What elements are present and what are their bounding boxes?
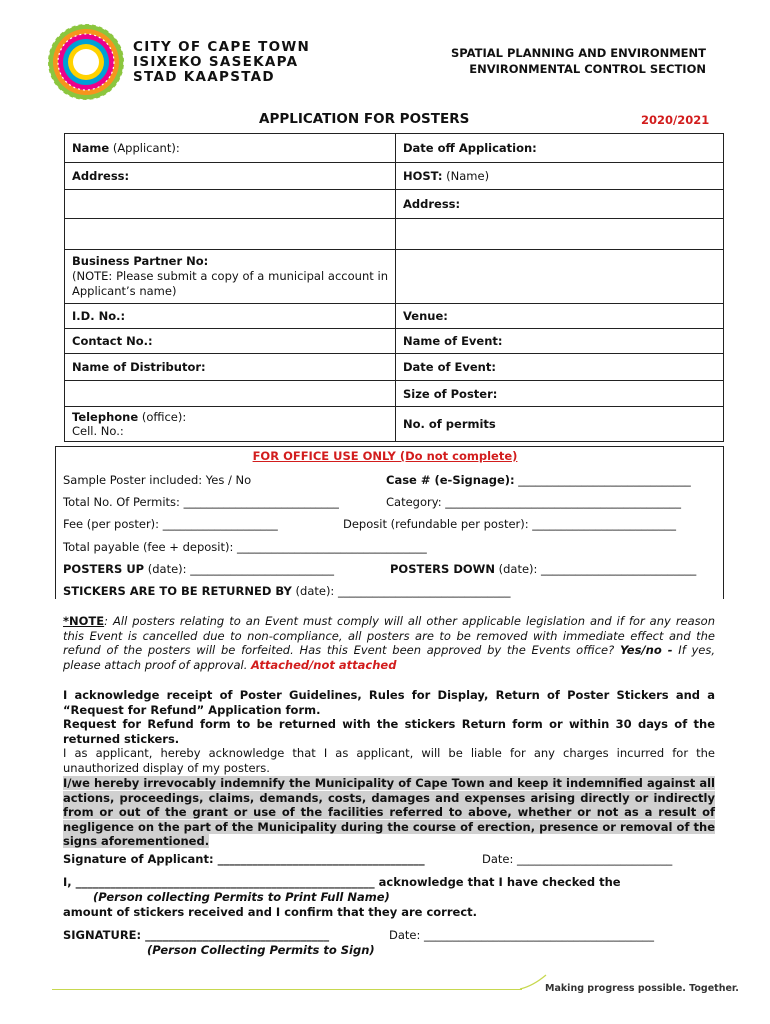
application-date-field[interactable]: Date off Application: — [396, 134, 724, 163]
liability-text: I as applicant, hereby acknowledge that I as applicant, will be liable for any charges incurred for the unauthorized display of my posters. — [63, 746, 715, 775]
applicant-name-field[interactable]: Name (Applicant): — [65, 134, 396, 163]
case-number-field[interactable]: Case # (e-Signage): ______________________________ — [386, 473, 691, 487]
business-partner-field[interactable]: Business Partner No: (NOTE: Please submit a copy of a municipal account in Applicant’s name) — [65, 250, 396, 304]
applicant-signature-field[interactable]: Signature of Applicant: ____________________________________ — [63, 852, 425, 866]
city-logo — [46, 22, 126, 102]
city-name-line-3: STAD KAAPSTAD — [133, 69, 275, 85]
host-address-line-2[interactable] — [396, 219, 724, 250]
distributor-name-field[interactable]: Name of Distributor: — [65, 354, 396, 381]
collector-sign-caption: (Person Collecting Permits to Sign) — [147, 943, 375, 957]
collector-signature-field[interactable]: SIGNATURE: ________________________________ — [63, 928, 330, 942]
footer-tagline: Making progress possible. Together. — [545, 983, 739, 994]
blank-left-cell[interactable] — [65, 381, 396, 407]
category-field[interactable]: Category: _________________________________________ — [386, 495, 681, 509]
department-name: SPATIAL PLANNING AND ENVIRONMENT — [450, 46, 706, 60]
telephone-field[interactable]: Telephone (office): Cell. No.: — [65, 407, 396, 442]
posters-down-field[interactable]: POSTERS DOWN (date): ___________________________ — [390, 562, 697, 576]
document-year: 2020/2021 — [641, 113, 710, 127]
id-number-field[interactable]: I.D. No.: — [65, 304, 396, 329]
cell-number-label: Cell. No.: — [72, 424, 124, 438]
deposit-field[interactable]: Deposit (refundable per poster): _________________________ — [343, 517, 677, 531]
indemnity-text: I/we hereby irrevocably indemnify the Municipality of Cape Town and keep it indemnified against all actions, proceedings, claims, demands, costs, damages and expenses arising directly or indirectly from or out of the grant or use of the facilities referred to above, whether or not as a result of negligence on the part of the Municipality during the course of erection, presence or removal of the signs aforementioned. — [63, 776, 715, 848]
total-payable-field[interactable]: Total payable (fee + deposit): _________________________________ — [63, 540, 427, 554]
event-date-field[interactable]: Date of Event: — [396, 354, 724, 381]
host-address-line-3[interactable] — [396, 250, 724, 304]
application-form-table — [64, 133, 724, 442]
stickers-return-field[interactable]: STICKERS ARE TO BE RETURNED BY (date): ______________________________ — [63, 584, 511, 598]
venue-field[interactable]: Venue: — [396, 304, 724, 329]
collector-name-field[interactable]: I, ____________________________________________________ acknowledge that I have checked the — [63, 875, 621, 889]
applicant-date-field[interactable]: Date: ___________________________ — [482, 852, 673, 866]
city-name-line-2: ISIXEKO SASEKAPA — [133, 54, 299, 70]
address-line-2[interactable] — [65, 190, 396, 219]
fee-field[interactable]: Fee (per poster): ____________________ — [63, 517, 278, 531]
footer-divider — [52, 989, 522, 990]
total-permits-field[interactable]: Total No. Of Permits: ___________________________ — [63, 495, 339, 509]
address-field[interactable]: Address: — [65, 163, 396, 190]
confirmation-text: amount of stickers received and I confirm that they are correct. — [63, 905, 478, 919]
posters-up-field[interactable]: POSTERS UP (date): _________________________ — [63, 562, 334, 576]
event-name-field[interactable]: Name of Event: — [396, 329, 724, 354]
refund-form-text: Request for Refund form to be returned with the stickers Return form or within 30 days of the returned stickers. — [63, 717, 715, 746]
collector-name-caption: (Person collecting Permits to Print Full Name) — [93, 890, 390, 904]
host-address-field[interactable]: Address: — [396, 190, 724, 219]
footer-swoosh-icon — [518, 972, 548, 992]
permits-count-field[interactable]: No. of permits — [396, 407, 724, 442]
address-line-3[interactable] — [65, 219, 396, 250]
sample-poster-field[interactable]: Sample Poster included: Yes / No — [63, 473, 252, 487]
section-name: ENVIRONMENTAL CONTROL SECTION — [469, 62, 706, 76]
host-name-field[interactable]: HOST: (Name) — [396, 163, 724, 190]
poster-size-field[interactable]: Size of Poster: — [396, 381, 724, 407]
document-title: APPLICATION FOR POSTERS — [259, 111, 470, 127]
office-use-title: FOR OFFICE USE ONLY (Do not complete) — [252, 449, 518, 463]
note-paragraph: *NOTE: All posters relating to an Event must comply will all other applicable legislation and if for any reason this Event is cancelled due to non-compliance, all posters are to be removed with immediate effect and the refund of the posters will be forfeited. Has this Event been approved by the Events office? Yes/no - If yes, please attach proof of approval. Attached/not attached — [63, 614, 716, 672]
acknowledge-guidelines-text: I acknowledge receipt of Poster Guidelines, Rules for Display, Return of Poster Stickers and a “Request for Refund” Application form. — [63, 688, 715, 717]
contact-number-field[interactable]: Contact No.: — [65, 329, 396, 354]
city-name-line-1: CITY OF CAPE TOWN — [133, 39, 311, 55]
collector-date-field[interactable]: Date: ________________________________________ — [389, 928, 655, 942]
